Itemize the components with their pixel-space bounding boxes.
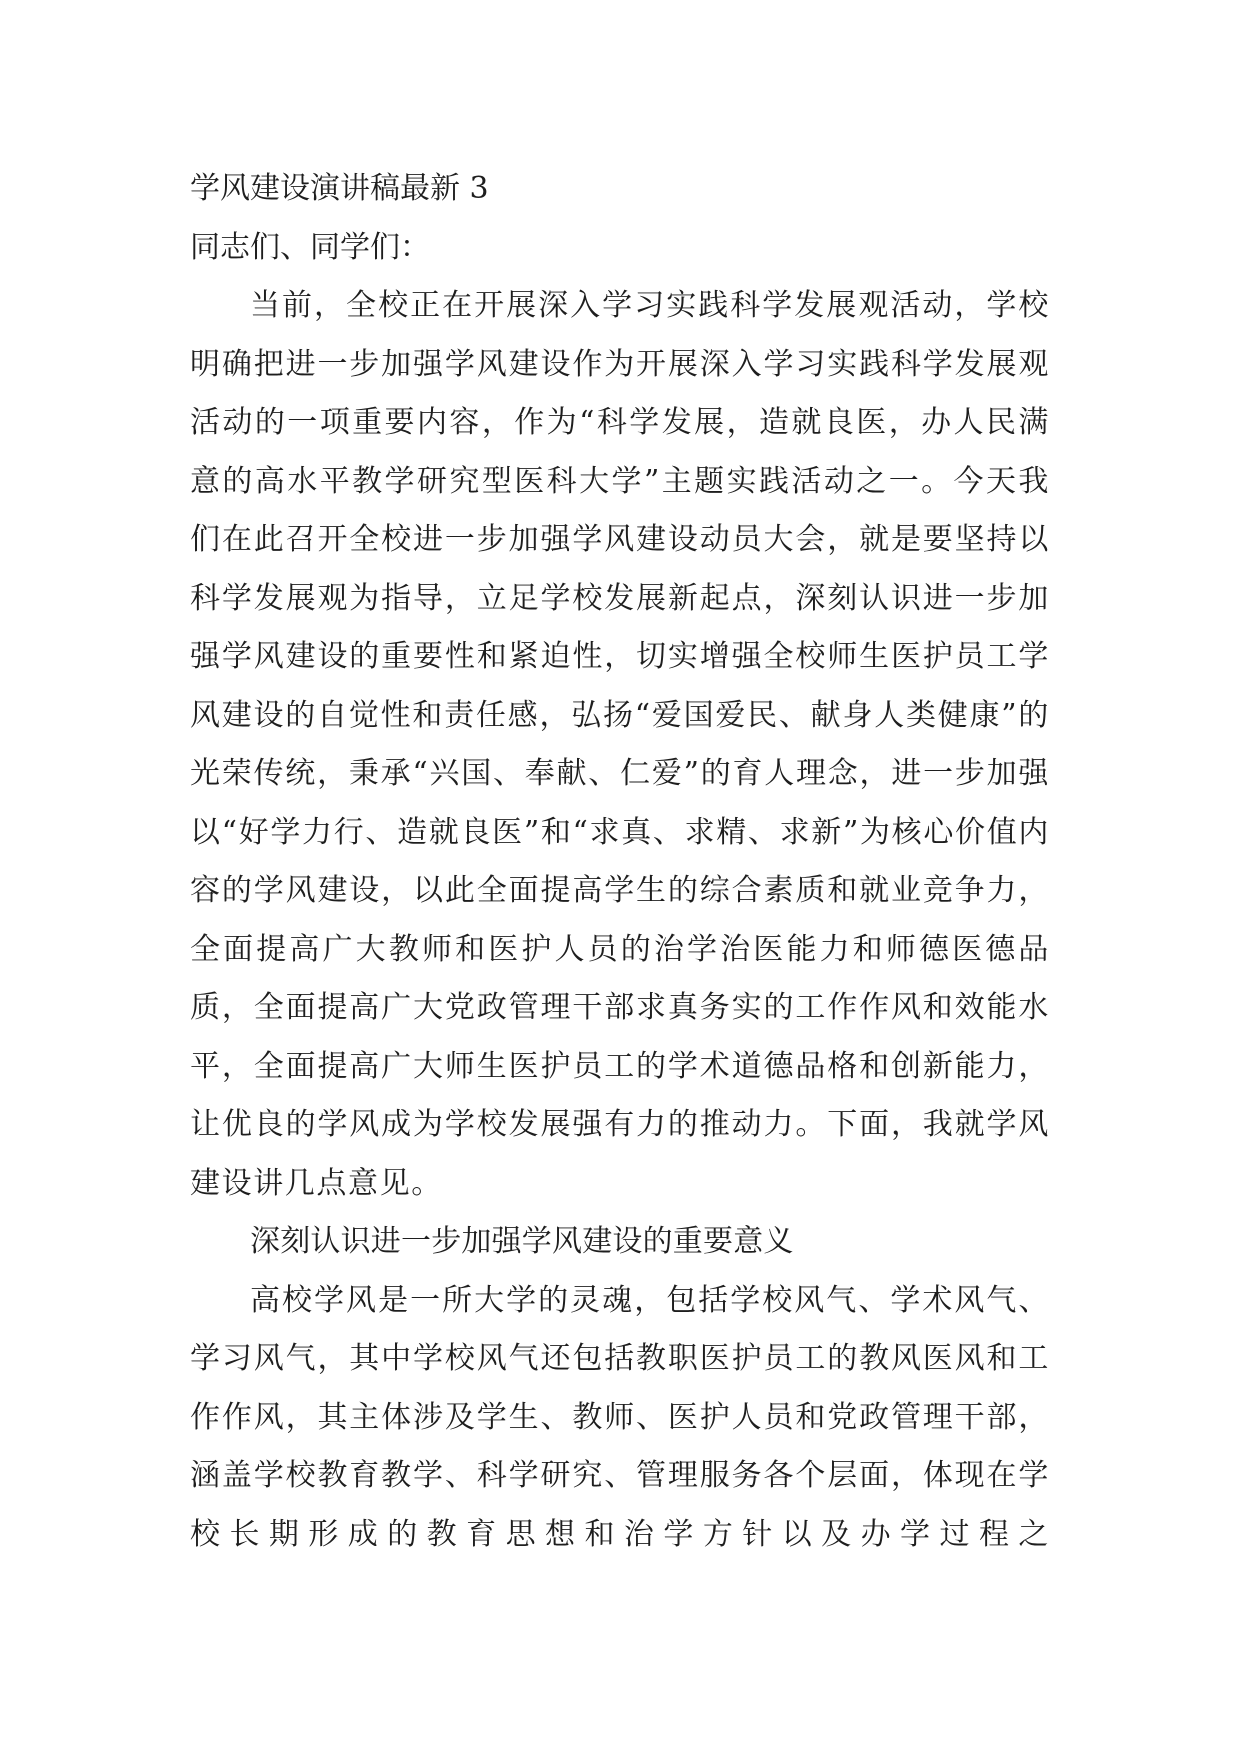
document-title: 学风建设演讲稿最新 3: [190, 171, 489, 206]
body-paragraph: 当前，全校正在开展深入学习实践科学发展观活动，学校明确把进一步加强学风建设作为开展深入学习实践科学发展观活动的一项重要内容，作为“科学发展，造就良医，办人民满意的高水平教学研究型医科大学”主题实践活动之一。今天我们在此召开全校进一步加强学风建设动员大会，就是要坚持以科学发展观为指导，立足学校发展新起点，深刻认识进一步加强学风建设的重要性和紧迫性，切实增强全校师生医护员工学风建设的自觉性和责任感，弘扬“爱国爱民、献身人类健康”的光荣传统，秉承“兴国、奉献、仁爱”的育人理念，进一步加强以“好学力行、造就良医”和“求真、求精、求新”为核心价值内容的学风建设，以此全面提高学生的综合素质和就业竞争力，全面提高广大教师和医护人员的治学治医能力和师德医德品质，全面提高广大党政管理干部求真务实的工作作风和效能水平，全面提高广大师生医护员工的学术道德品格和创新能力，让优良的学风成为学校发展强有力的推动力。下面，我就学风建设讲几点意见。: [190, 288, 1050, 1201]
body-paragraph-2: 高校学风是一所大学的灵魂，包括学校风气、学术风气、学习风气，其中学校风气还包括教职医护员工的教风医风和工作作风，其主体涉及学生、教师、医护人员和党政管理干部，涵盖学校教育教学、科学研究、管理服务各个层面，体现在学校长期形成的教育思想和治学方针以及办学过程之: [190, 1282, 1050, 1552]
salutation: 同志们、同学们：: [190, 229, 430, 265]
document-body: [190, 160, 1050, 1564]
section-heading: 深刻认识进一步加强学风建设的重要意义: [250, 1224, 794, 1259]
